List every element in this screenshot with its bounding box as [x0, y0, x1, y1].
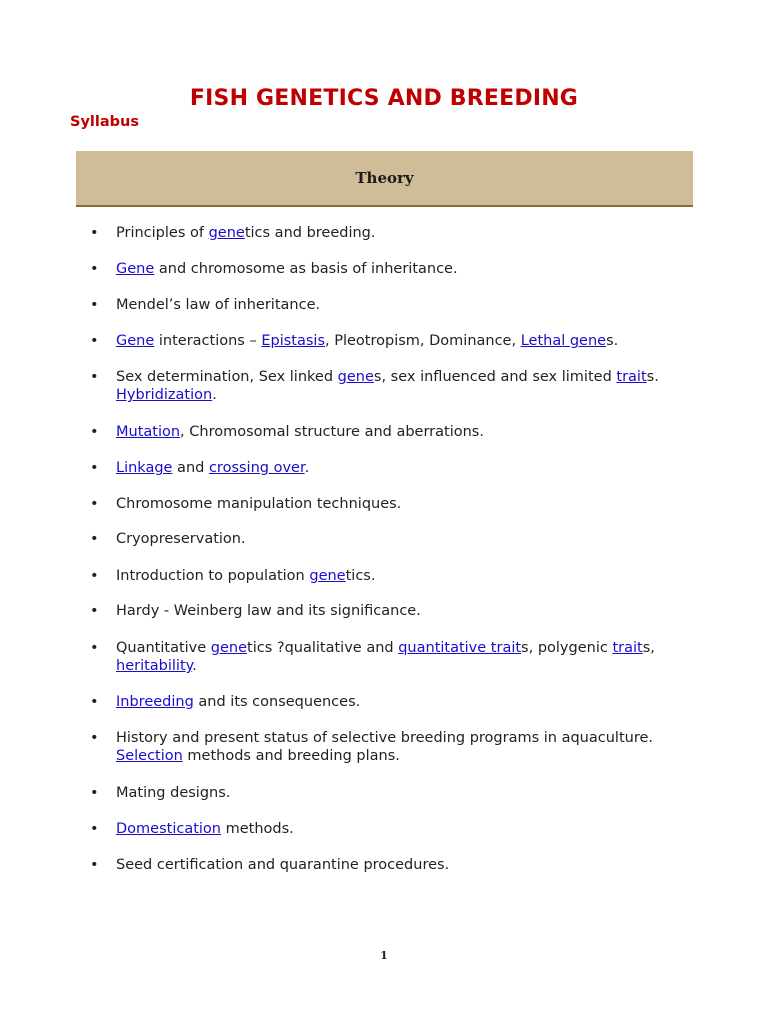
bullet-icon: •: [90, 225, 99, 241]
term-link[interactable]: Domestication: [116, 821, 221, 837]
text-segment: .: [212, 387, 217, 403]
syllabus-subtitle: Syllabus: [70, 114, 139, 130]
term-link[interactable]: Gene: [116, 261, 155, 277]
bullet-icon: •: [90, 568, 99, 584]
text-segment: Chromosome manipulation techniques.: [116, 496, 402, 512]
text-segment: Sex determination, Sex linked: [116, 369, 338, 385]
bullet-icon: •: [90, 297, 99, 313]
theory-heading-band: [76, 151, 693, 207]
page-number: 1: [380, 949, 388, 962]
bullet-icon: •: [90, 460, 99, 476]
list-item-text: [116, 368, 706, 404]
term-link[interactable]: Gene: [116, 333, 155, 349]
text-segment: s.: [606, 333, 619, 349]
text-segment: and chromosome as basis of inheritance.: [154, 261, 458, 277]
term-link[interactable]: Epistasis: [261, 333, 326, 349]
term-link[interactable]: gene: [309, 568, 346, 584]
term-link[interactable]: gene: [210, 640, 248, 656]
text-segment: interactions –: [154, 333, 262, 349]
theory-heading: Theory: [355, 169, 414, 187]
term-link[interactable]: heritability: [116, 658, 193, 674]
text-segment: .: [304, 460, 310, 476]
list-item-text: [116, 567, 706, 585]
bullet-icon: •: [90, 857, 99, 873]
list-item-text: [116, 530, 706, 548]
term-link[interactable]: Inbreeding: [116, 694, 194, 710]
text-segment: s,: [642, 640, 655, 656]
bullet-icon: •: [90, 603, 99, 619]
list-item-text: [116, 820, 706, 838]
text-segment: tics and breeding.: [244, 225, 376, 241]
list-item-text: [116, 693, 706, 711]
document-title: FISH GENETICS AND BREEDING: [189, 86, 579, 111]
bullet-icon: •: [90, 261, 99, 277]
list-item-text: [116, 729, 706, 765]
term-link[interactable]: trait: [612, 640, 643, 656]
text-segment: Introduction to population: [116, 568, 310, 584]
text-segment: Seed certification and quarantine procedures.: [116, 857, 450, 873]
list-item-text: [116, 296, 706, 314]
list-item-text: [116, 224, 706, 242]
bullet-icon: •: [90, 730, 99, 746]
text-segment: s.: [646, 369, 659, 385]
bullet-icon: •: [90, 531, 99, 547]
text-segment: methods.: [220, 821, 294, 837]
text-segment: s, polygenic: [521, 640, 613, 656]
list-item-text: [116, 332, 706, 350]
bullet-icon: •: [90, 694, 99, 710]
term-link[interactable]: quantitative trait: [398, 640, 522, 656]
list-item-text: [116, 260, 706, 278]
list-item-text: [116, 856, 706, 874]
term-link[interactable]: Mutation: [116, 424, 181, 440]
text-segment: , Pleotropism, Dominance,: [325, 333, 521, 349]
term-link[interactable]: Lethal gene: [520, 333, 607, 349]
text-segment: .: [192, 658, 197, 674]
text-segment: tics ?qualitative and: [247, 640, 399, 656]
text-segment: tics.: [345, 568, 376, 584]
text-segment: methods and breeding plans.: [182, 748, 400, 764]
list-item-text: [116, 639, 706, 675]
text-segment: s, sex influenced and sex limited: [373, 369, 617, 385]
text-segment: Principles of: [116, 225, 209, 241]
bullet-icon: •: [90, 424, 99, 440]
list-item-text: [116, 784, 706, 802]
bullet-icon: •: [90, 821, 99, 837]
list-item-text: [116, 602, 706, 620]
list-item-text: [116, 423, 706, 441]
bullet-icon: •: [90, 640, 99, 656]
text-segment: and: [172, 460, 209, 476]
bullet-icon: •: [90, 785, 99, 801]
term-link[interactable]: trait: [616, 369, 647, 385]
text-segment: , Chromosomal structure and aberrations.: [180, 424, 484, 440]
text-segment: Mating designs.: [116, 785, 231, 801]
text-segment: History and present status of selective breeding programs in aquaculture.: [116, 730, 653, 746]
term-link[interactable]: Selection: [116, 748, 183, 764]
text-segment: and its consequences.: [193, 694, 361, 710]
text-segment: Quantitative: [116, 640, 211, 656]
text-segment: Mendel’s law of inheritance.: [116, 297, 321, 313]
term-link[interactable]: gene: [337, 369, 374, 385]
list-item-text: [116, 495, 706, 513]
bullet-icon: •: [90, 333, 99, 349]
term-link[interactable]: Linkage: [116, 460, 173, 476]
list-item-text: [116, 459, 706, 477]
term-link[interactable]: Hybridization: [116, 387, 213, 403]
term-link[interactable]: crossing over: [208, 460, 305, 476]
text-segment: Hardy - Weinberg law and its significance.: [116, 603, 421, 619]
bullet-icon: •: [90, 369, 99, 385]
term-link[interactable]: gene: [208, 225, 245, 241]
text-segment: Cryopreservation.: [116, 531, 246, 547]
bullet-icon: •: [90, 496, 99, 512]
